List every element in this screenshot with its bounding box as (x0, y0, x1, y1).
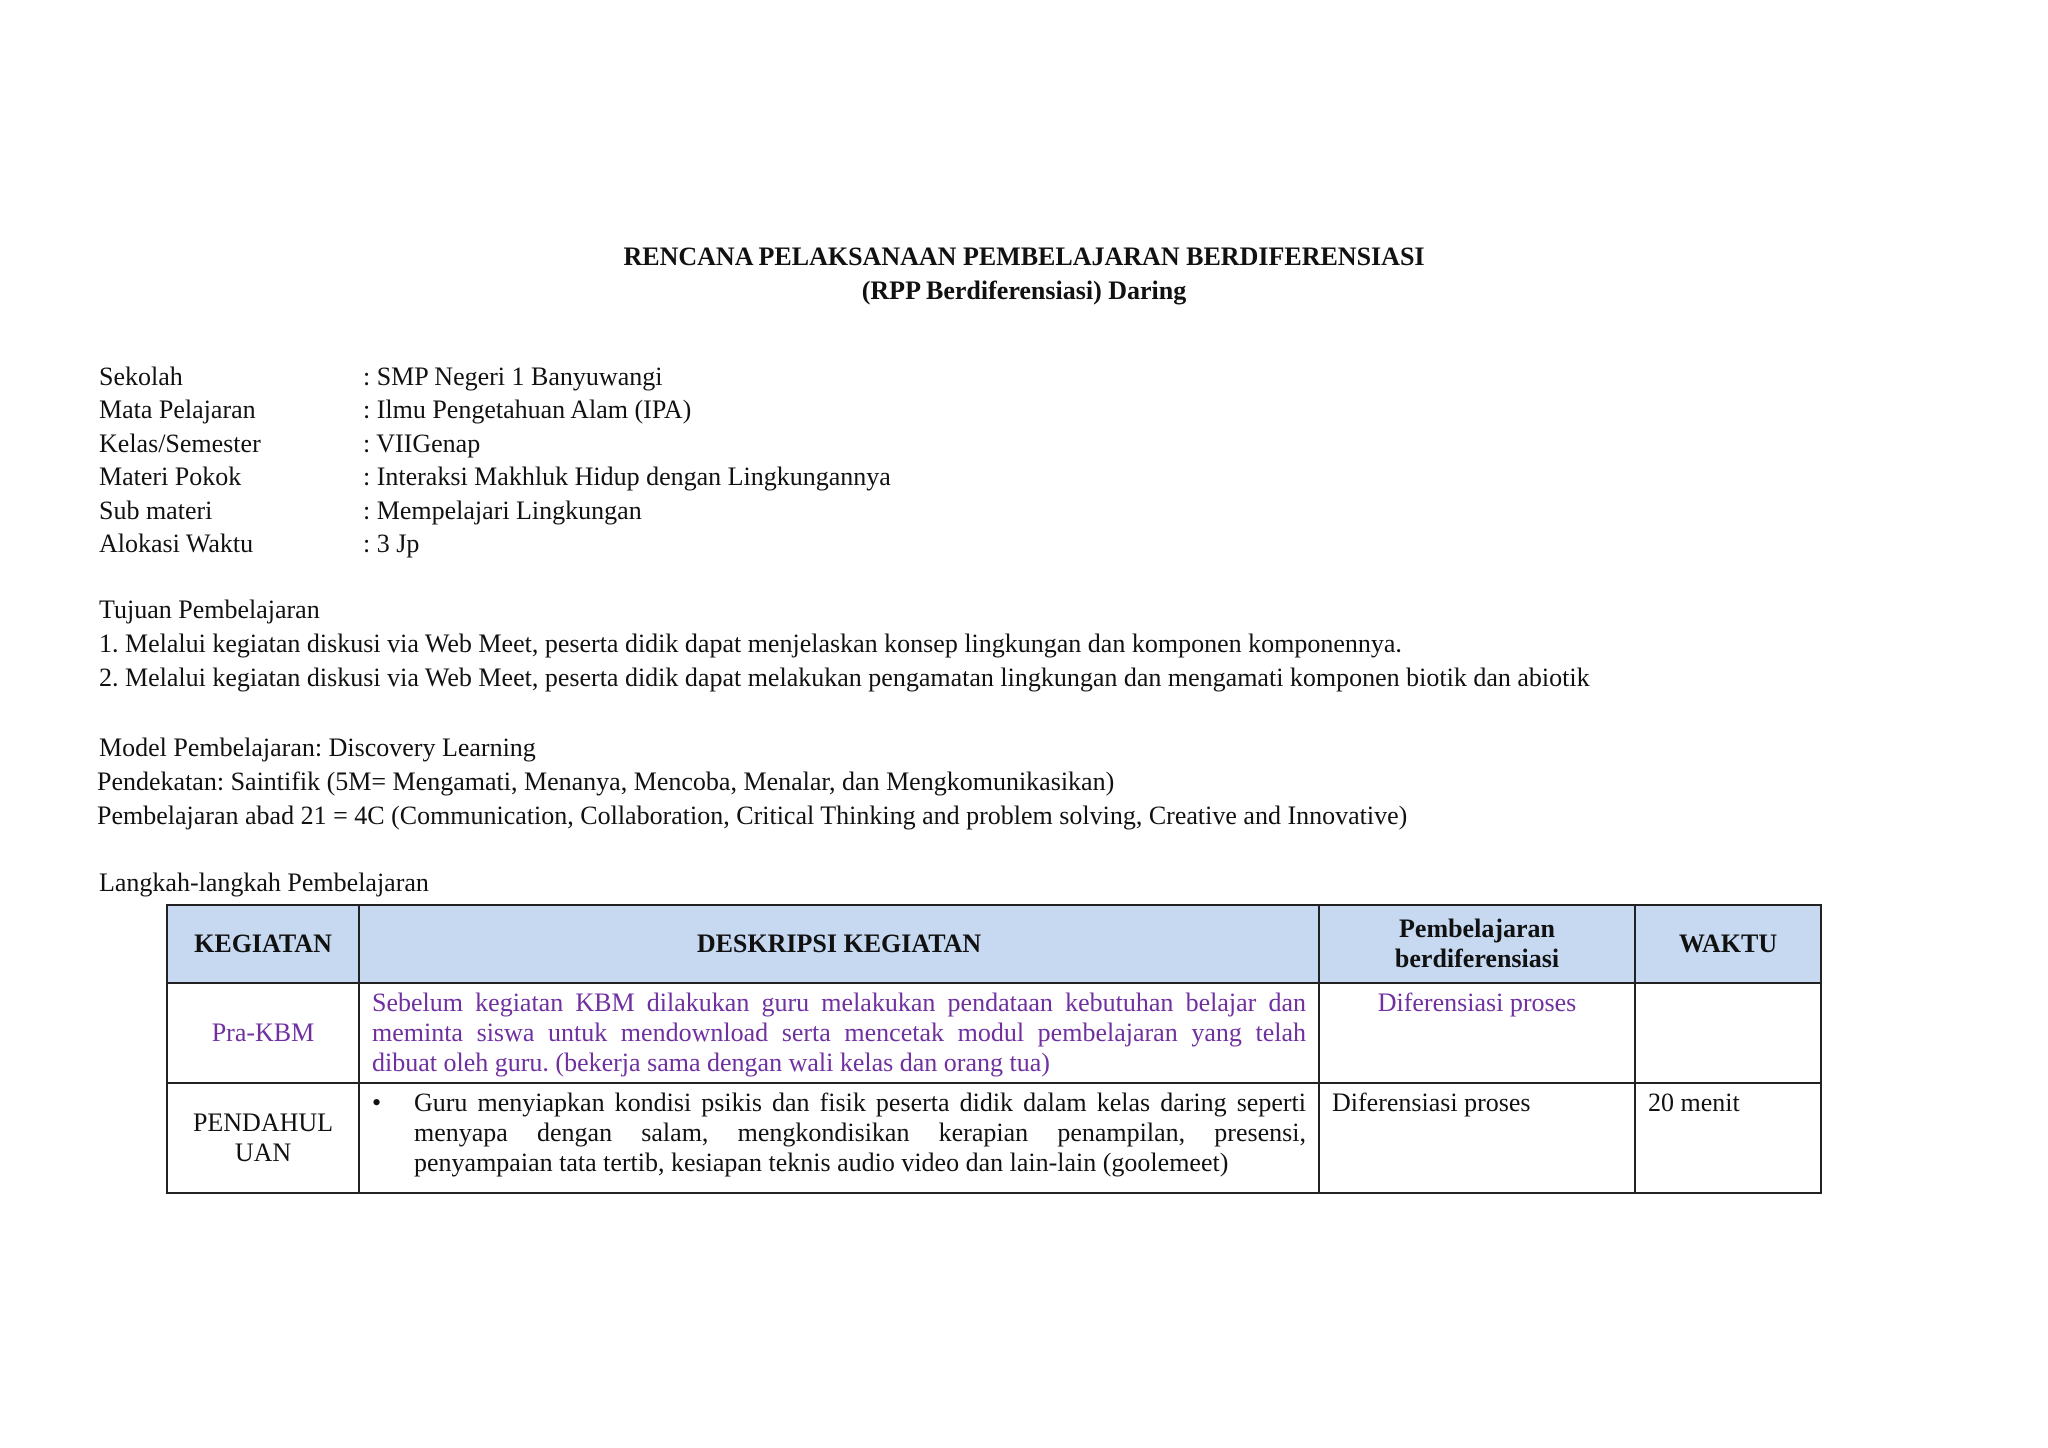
info-value: : Mempelajari Lingkungan (363, 495, 642, 525)
info-row-sekolah (99, 360, 891, 393)
info-row-alokasi-waktu (99, 527, 891, 560)
tujuan-section (99, 593, 1590, 695)
info-label: Kelas/Semester (99, 428, 261, 458)
tujuan-heading: Tujuan Pembelajaran (99, 595, 320, 624)
table-header-row (167, 905, 1821, 983)
info-row-sub-materi (99, 494, 891, 527)
info-row-kelas-semester (99, 427, 891, 460)
cell-waktu (1635, 983, 1821, 1083)
header-waktu: WAKTU (1635, 905, 1821, 983)
cell-deskripsi (359, 1083, 1319, 1193)
cell-diferensiasi: Diferensiasi proses (1319, 1083, 1635, 1193)
tujuan-item: 1. Melalui kegiatan diskusi via Web Meet, peserta didik dapat menjelaskan konsep lingkungan dan komponen komponennya. (99, 629, 1402, 658)
kegiatan-line-1: PENDAHUL (192, 1108, 334, 1137)
langkah-table (166, 904, 1822, 1194)
langkah-heading: Langkah-langkah Pembelajaran (99, 868, 429, 897)
cell-waktu: 20 menit (1635, 1083, 1821, 1193)
title-line-1: RENCANA PELAKSANAAN PEMBELAJARAN BERDIFERENSIASI (623, 242, 1425, 271)
model-line: Model Pembelajaran: Discovery Learning (99, 733, 536, 762)
pendekatan-line: Pendekatan: Saintifik (5M= Mengamati, Menanya, Mencoba, Menalar, dan Mengkomunikasikan) (97, 767, 1115, 796)
header-deskripsi: DESKRIPSI KEGIATAN (359, 905, 1319, 983)
title-line-2: (RPP Berdiferensiasi) Daring (861, 276, 1187, 305)
info-label: Mata Pelajaran (99, 395, 256, 425)
header-pembelajaran-line-1: Pembelajaran (1399, 914, 1555, 943)
model-section (99, 731, 1409, 833)
info-value: : VIIGenap (363, 428, 481, 458)
info-label: Sub materi (99, 495, 213, 525)
cell-kegiatan (167, 1083, 359, 1193)
kegiatan-line-2: UAN (234, 1138, 292, 1167)
table-row (167, 1083, 1821, 1193)
cell-deskripsi: Sebelum kegiatan KBM dilakukan guru melakukan pendataan kebutuhan belajar dan meminta siswa untuk mendownload serta mencetak modul pembelajaran yang telah dibuat oleh guru. (bekerja sama dengan wali kelas dan orang tua) (359, 983, 1319, 1083)
document-title (0, 240, 2048, 308)
info-label: Materi Pokok (99, 462, 242, 492)
abad-21-line: Pembelajaran abad 21 = 4C (Communication, Collaboration, Critical Thinking and problem solving, Creative and Innovative) (97, 801, 1408, 830)
info-value: : Ilmu Pengetahuan Alam (IPA) (363, 395, 692, 425)
header-pembelajaran-line-2: berdiferensiasi (1394, 944, 1560, 973)
table-row (167, 983, 1821, 1083)
info-value: : Interaksi Makhluk Hidup dengan Lingkungannya (363, 462, 891, 492)
header-kegiatan: KEGIATAN (167, 905, 359, 983)
info-row-materi-pokok (99, 460, 891, 493)
info-value: : 3 Jp (363, 528, 420, 558)
info-value: : SMP Negeri 1 Banyuwangi (363, 362, 663, 391)
tujuan-item: 2. Melalui kegiatan diskusi via Web Meet, peserta didik dapat melakukan pengamatan lingkungan dan mengamati komponen biotik dan abiotik (99, 663, 1590, 692)
cell-kegiatan: Pra-KBM (167, 983, 359, 1083)
bullet-icon: • (372, 1088, 382, 1117)
bullet-text: Guru menyiapkan kondisi psikis dan fisik peserta didik dalam kelas daring seperti menyapa dengan salam, mengkondisikan kerapian penampilan, presensi, penyampaian tata tertib, kesiapan teknis audio video dan lain-lain (goolemeet) (414, 1088, 1306, 1177)
info-label: Sekolah (99, 362, 183, 391)
identity-info (99, 360, 891, 560)
cell-diferensiasi: Diferensiasi proses (1319, 983, 1635, 1083)
info-label: Alokasi Waktu (99, 528, 254, 558)
bullet-item (372, 1088, 1306, 1178)
header-pembelajaran-berdiferensiasi (1319, 905, 1635, 983)
info-row-mata-pelajaran (99, 393, 891, 426)
